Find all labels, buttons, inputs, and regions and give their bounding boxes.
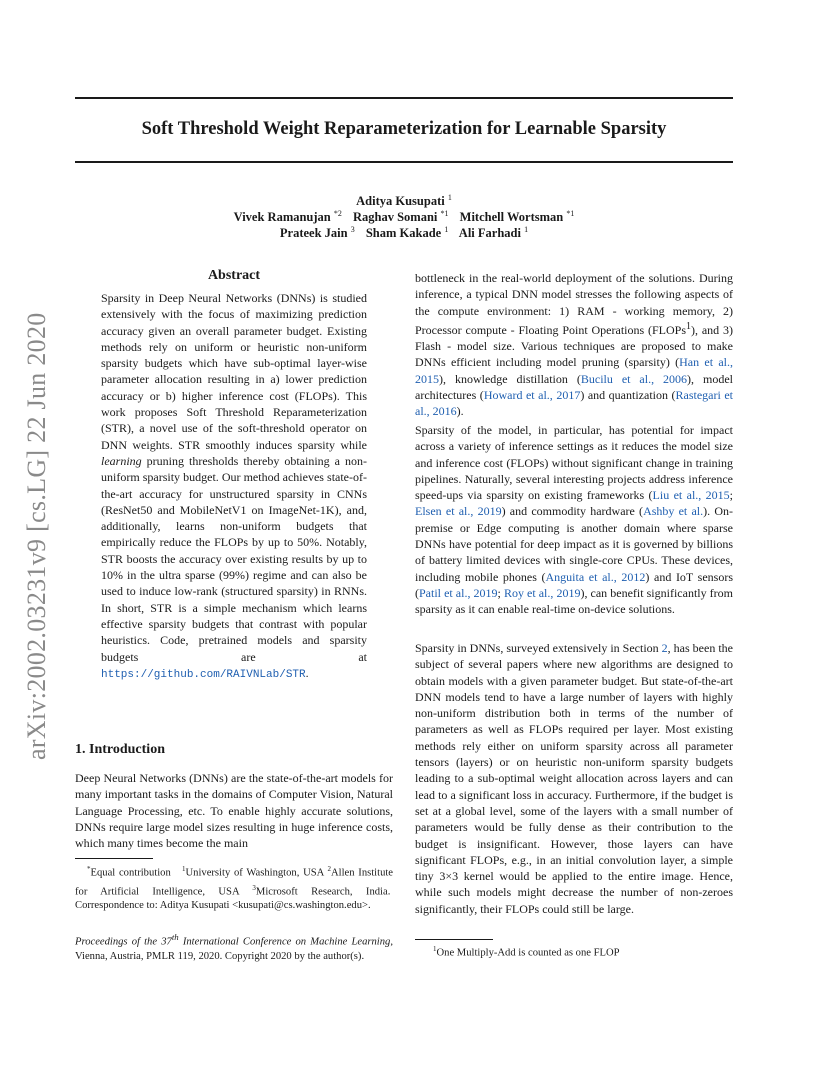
paragraph-text: ; [729, 488, 733, 503]
affiliation-1: University of Washington, USA [185, 867, 324, 879]
footnote-rule [415, 939, 493, 940]
footnote-mark: 3 [252, 883, 256, 892]
title-bottom-rule [75, 161, 733, 163]
footnote-ref[interactable]: 1 [686, 320, 691, 332]
footnote-mark: 1 [182, 865, 186, 873]
proceedings-details: , Vienna, Austria, PMLR 119, 2020. Copyright 2020 by the author(s). [75, 936, 393, 963]
author-name: Aditya Kusupati [356, 194, 445, 209]
citation-link[interactable]: Roy et al., 2019 [503, 585, 581, 600]
title-top-rule [75, 97, 733, 99]
paragraph-text: ) and IoT sensors ( [415, 569, 734, 600]
paragraph-text: ), can benefit significantly from sparsity as it can enable real-time on-device solutions. [415, 585, 734, 617]
paragraph-text: ), knowledge distillation ( [439, 371, 581, 386]
paragraph-text: ). On-premise or Edge computing is another domain where sparse DNNs have potential for deep impact as it is governed by billions of battery limited devices with single-core CPUs. These devices, including mobile phones ( [415, 504, 734, 584]
affiliation-3: Microsoft Research, India. [255, 886, 391, 898]
paragraph-text: bottleneck in the real-world deployment of the solutions. During inference, a typical DNN model stresses the following aspects of the compute environment: 1) RAM - working memory, 2) Processor compute - Floating Point Operations (FLOPs [415, 271, 733, 337]
code-url-link[interactable]: https://github.com/RAIVNLab/STR [101, 668, 306, 681]
affiliation-2: Allen Institute for Artificial Intelligence, USA [75, 867, 394, 898]
citation-link[interactable]: Anguita et al., 2012 [545, 569, 646, 584]
author-affiliation-mark: *1 [566, 209, 575, 218]
author-name: Sham Kakade [365, 226, 442, 241]
proceedings-note [75, 930, 393, 965]
citation-link[interactable]: Bucilu et al., 2006 [580, 371, 688, 386]
author-row-1 [75, 193, 733, 209]
abstract-text: Sparsity in Deep Neural Networks (DNNs) is studied extensively with the focus of maximizing prediction accuracy given an overall parameter budget. Existing methods rely on uniform or heuristic non-uniform sparsity budgets which have sub-optimal layer-wise parameter allocation resulting in a) lower prediction accuracy or b) higher inference cost (FLOPs). This work proposes Soft Threshold Reparameterization (STR), a novel use of the soft-threshold operator on DNN weights. STR smoothly induces sparsity while [101, 291, 367, 452]
footnote-mark: * [87, 865, 91, 873]
introduction-body: Deep Neural Networks (DNNs) are the state-of-the-art models for many important tasks in the domains of Computer Vision, Natural Language Processing, etc. To enable highly accurate solutions, DNNs require large model sizes resulting in huge inference costs, which many times become the main [75, 771, 393, 851]
paragraph-text: ) and quantization ( [580, 388, 676, 403]
introduction-heading: 1. Introduction [75, 742, 165, 757]
right-paragraph-3 [415, 640, 733, 917]
correspondence-note: Correspondence to: Aditya Kusupati <kusupati@cs.washington.edu>. [75, 900, 371, 912]
author-name: Raghav Somani [353, 210, 438, 225]
proceedings-prefix: Proceedings of the [75, 936, 162, 948]
paragraph-text: ) and commodity hardware ( [501, 504, 644, 519]
arxiv-identifier-stamp: arXiv:2002.03231v9 [cs.LG] 22 Jun 2020 [22, 312, 51, 760]
footnote-mark: 2 [327, 865, 331, 873]
footnote-mark: 1 [433, 945, 437, 953]
abstract-text-end: . [305, 665, 309, 680]
citation-link[interactable]: Han et al., 2015 [415, 355, 733, 386]
abstract-heading: Abstract [207, 268, 261, 283]
paragraph-text: Sparsity in DNNs, surveyed extensively in Section [415, 641, 662, 655]
abstract-emphasis: learning [101, 453, 142, 468]
author-name: Vivek Ramanujan [233, 210, 331, 225]
citation-link[interactable]: Howard et al., 2017 [483, 388, 581, 403]
author-name: Mitchell Wortsman [459, 210, 564, 225]
author-name: Prateek Jain [279, 226, 348, 241]
author-row-2 [75, 209, 733, 225]
paragraph-text: Sparsity of the model, in particular, has potential for impact across a variety of inference settings as it reduces the model size and inference cost (FLOPs) without significant change in training pipelines. Naturally, several interesting projects address inference speed-ups via sparsity on existing frameworks ( [415, 423, 733, 503]
footnote-rule [75, 858, 153, 859]
right-paragraph-2 [415, 422, 733, 618]
proceedings-ordinal: th [171, 932, 179, 942]
paper-title: Soft Threshold Weight Reparameterization for Learnable Sparsity [141, 119, 667, 139]
citation-link[interactable]: Rastegari et al., 2016 [415, 388, 733, 419]
section-link[interactable]: 2 [661, 641, 668, 655]
citation-link[interactable]: Ashby et al. [643, 504, 704, 519]
author-affiliation-mark: 1 [447, 193, 452, 202]
equal-contribution-note: Equal contribution [90, 867, 171, 879]
author-affiliation-mark: 1 [524, 225, 529, 234]
author-row-3 [75, 225, 733, 241]
citation-link[interactable]: Liu et al., 2015 [652, 488, 730, 503]
right-paragraph-1 [415, 270, 733, 420]
abstract-body [101, 290, 367, 683]
paragraph-text: ), and 3) Flash - model size. Various techniques are proposed to make DNNs efficient including model pruning (sparsity) ( [415, 322, 733, 370]
paragraph-text: ). [456, 404, 464, 419]
paragraph-text: , has been the subject of several papers where new algorithms are designed to obtain models with a given parameter budget. But state-of-the-art DNN models tend to have a large number of layers with highly non-uniform distribution both in terms of the number of parameters as well as FLOPs required per layer. Most existing methods rely either on uniform sparsity across all parameter tensors (layers) or on heuristic non-uniform sparsity budgets leading to a sub-optimal weight allocation across layers and can lead to a significant loss in accuracy. Furthermore, if the budget is set at a global level, some of the layers with a small number of parameters would be fully dense as their contribution to the budget is insignificant. However, those layers can have significant FLOPs, e.g., in an initial convolution layer, a simple tiny 3×3 kernel would be applied to the entire image. Hence, while such models might decrease the number of non-zeroes significantly, their FLOPs could still be large. [415, 641, 733, 916]
author-affiliation-mark: 1 [444, 225, 449, 234]
citation-link[interactable]: Patil et al., 2019 [419, 585, 498, 600]
citation-link[interactable]: Elsen et al., 2019 [415, 504, 502, 519]
author-affiliation-mark: 3 [350, 225, 355, 234]
proceedings-number: 37 [161, 936, 172, 948]
flop-footnote [415, 942, 733, 961]
conference-name: International Conference on Machine Learning [178, 936, 391, 948]
paragraph-text: ; [497, 585, 504, 600]
paragraph-text: ), model architectures ( [415, 371, 733, 403]
author-affiliation-mark: *2 [333, 209, 342, 218]
footnote-text: One Multiply-Add is counted as one FLOP [436, 947, 620, 959]
author-affiliation-mark: *1 [440, 209, 449, 218]
abstract-text: pruning thresholds thereby obtaining a non-uniform sparsity budget. Our method achieves state-of-the-art accuracy for unstructured sparsity in CNNs (ResNet50 and MobileNetV1 on ImageNet-1K), and, additionally, learns non-uniform budgets that empirically reduce the FLOPs by up to 50%. Notably, STR boosts the accuracy over existing results by up to 10% in the ultra sparse (99%) regime and can also be used to induce low-rank (structured sparsity) in RNNs. In short, STR is a simple mechanism which learns effective sparsity budgets that contrast with popular heuristics. Code, pretrained models and sparsity budgets are at [101, 453, 367, 664]
affiliation-footnotes [75, 862, 393, 913]
author-name: Ali Farhadi [458, 226, 521, 241]
